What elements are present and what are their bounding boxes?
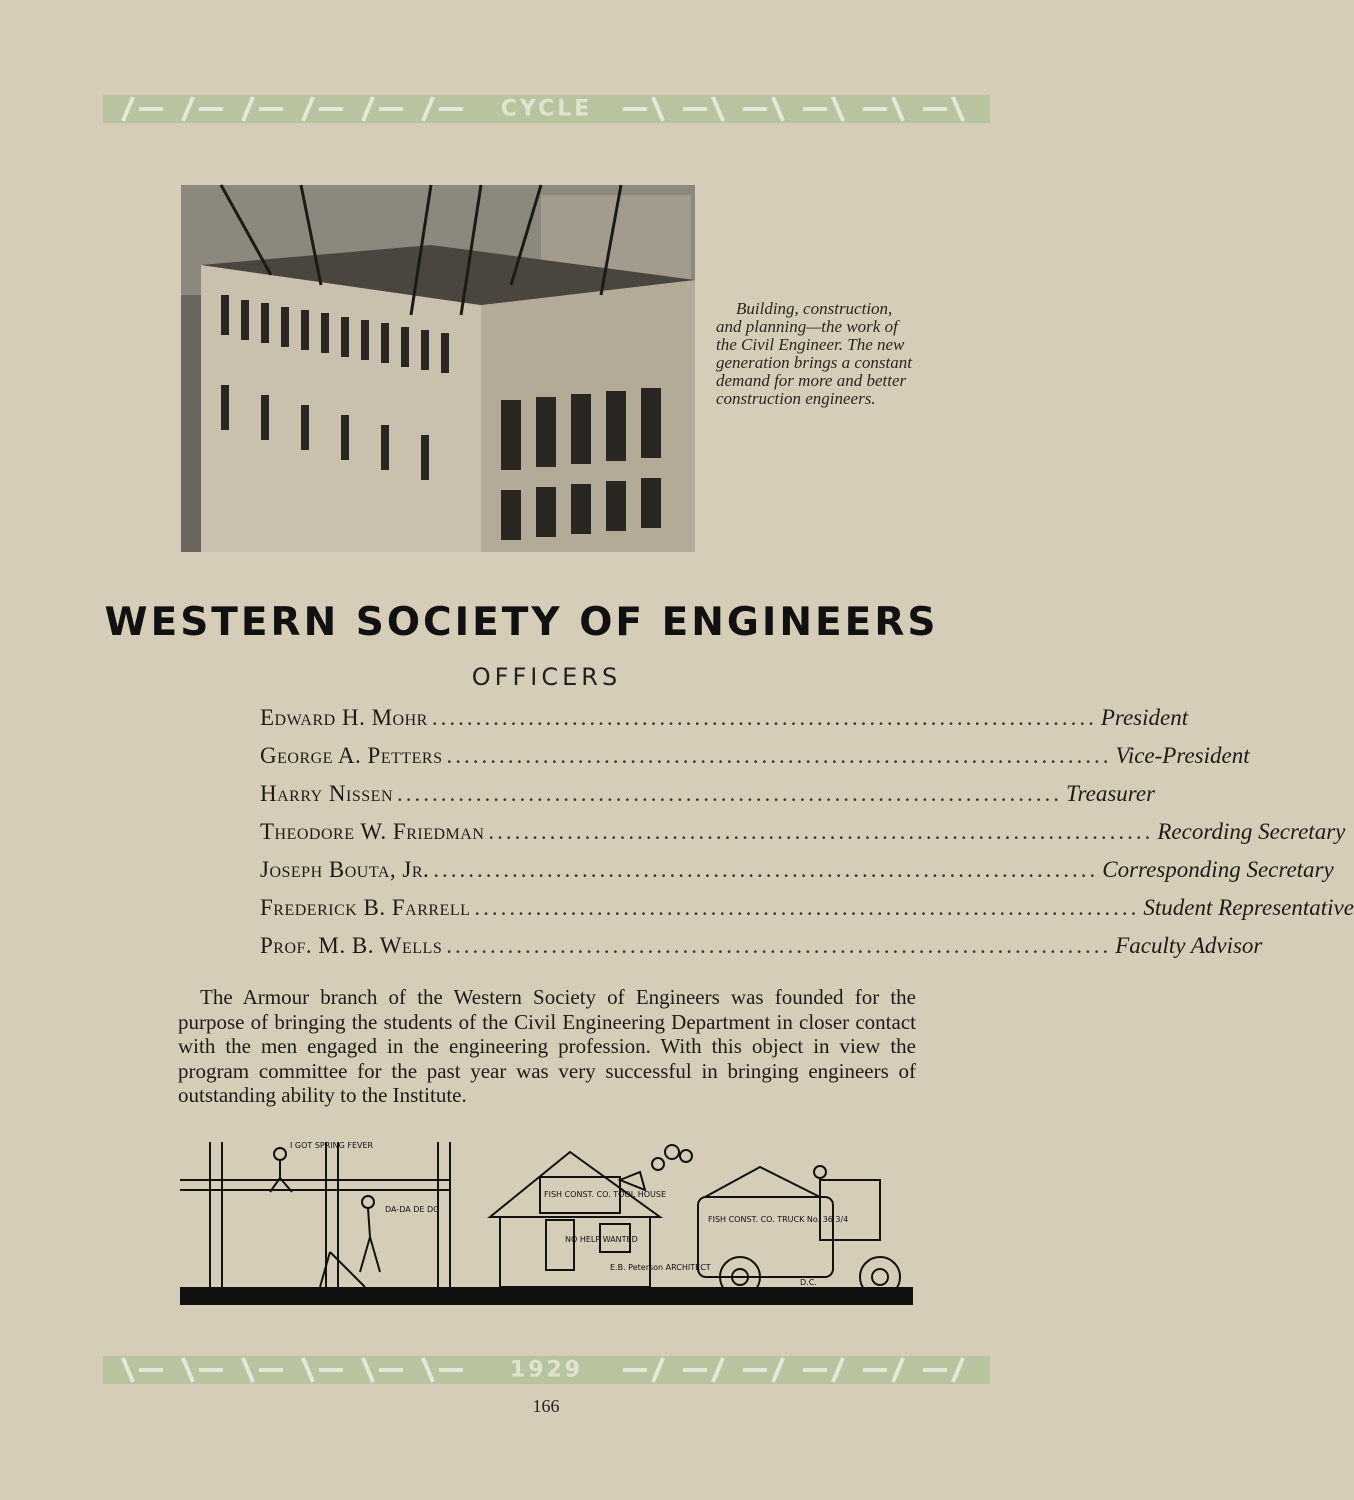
cartoon-house-sign: FISH CONST. CO. TOOL HOUSE (544, 1190, 666, 1199)
officer-name: Theodore W. Friedman (260, 819, 485, 844)
leader-dots: ............................................................................ (446, 933, 1112, 958)
officer-name: George A. Petters (260, 743, 443, 768)
officer-row (260, 857, 1334, 889)
body-text: The Armour branch of the Western Society of Engineers was founded for the purpose of bringing the students of the Civil Engineering Department in closer contact with the men engaged in the engineering profession. With this object in view the program committee for the past year was very successful in bringing engineers of outstanding ability to the Institute. (178, 985, 916, 1107)
leader-dots: ............................................................................ (431, 705, 1097, 730)
header-band-text: CYCLE (500, 96, 593, 122)
footer-band (103, 1356, 990, 1384)
officer-title: Treasurer (1066, 781, 1156, 806)
officer-title: Corresponding Secretary (1102, 857, 1334, 882)
officer-name: Frederick B. Farrell (260, 895, 471, 920)
page-title: WESTERN SOCIETY OF ENGINEERS (104, 600, 939, 645)
cartoon-speech: I GOT SPRING FEVER (290, 1141, 374, 1150)
header-band (103, 95, 990, 123)
leader-dots: ............................................................................ (446, 743, 1112, 768)
officer-title: Recording Secretary (1157, 819, 1346, 844)
cartoon-song: DA-DA DE DO (385, 1205, 440, 1214)
officer-row (260, 895, 1354, 927)
building-construction-photo (181, 185, 695, 552)
caption-line: and planning—the work of (716, 317, 898, 336)
officer-row (260, 705, 1189, 737)
officer-name: Joseph Bouta, Jr. (260, 857, 430, 882)
officer-title: Student Representative (1143, 895, 1354, 920)
section-title: OFFICERS (471, 663, 622, 691)
cartoon-no-help-sign: NO HELP WANTED (565, 1235, 638, 1244)
caption-line: construction engineers. (716, 389, 876, 408)
leader-dots: ............................................................................ (474, 895, 1140, 920)
leader-dots: ............................................................................ (433, 857, 1099, 882)
body-paragraph (178, 985, 916, 1108)
officer-title: Faculty Advisor (1115, 933, 1263, 958)
officer-row (260, 743, 1250, 775)
officer-row (260, 819, 1346, 851)
officer-title: Vice-President (1115, 743, 1250, 768)
cartoon-architect-sign: E.B. Peterson ARCHITECT (610, 1263, 711, 1272)
photo-caption (716, 300, 936, 408)
page-number: 166 (532, 1396, 560, 1416)
caption-line: demand for more and better (716, 371, 907, 390)
cartoon-signature: D.C. (800, 1278, 817, 1287)
footer-band-text: 1929 (509, 1357, 584, 1383)
officer-name: Prof. M. B. Wells (260, 933, 443, 958)
officer-row (260, 933, 1263, 965)
leader-dots: ............................................................................ (488, 819, 1154, 844)
caption-line: the Civil Engineer. The new (716, 335, 905, 354)
construction-cartoon (180, 1142, 913, 1305)
cartoon-truck-sign: FISH CONST. CO. TRUCK No. 36 3/4 (708, 1215, 849, 1224)
caption-line: Building, construction, (736, 299, 893, 318)
officer-name: Harry Nissen (260, 781, 393, 806)
officer-name: Edward H. Mohr (260, 705, 428, 730)
leader-dots: ............................................................................ (397, 781, 1062, 806)
officer-title: President (1100, 705, 1189, 730)
officer-row (260, 781, 1156, 813)
caption-line: generation brings a constant (716, 353, 912, 372)
